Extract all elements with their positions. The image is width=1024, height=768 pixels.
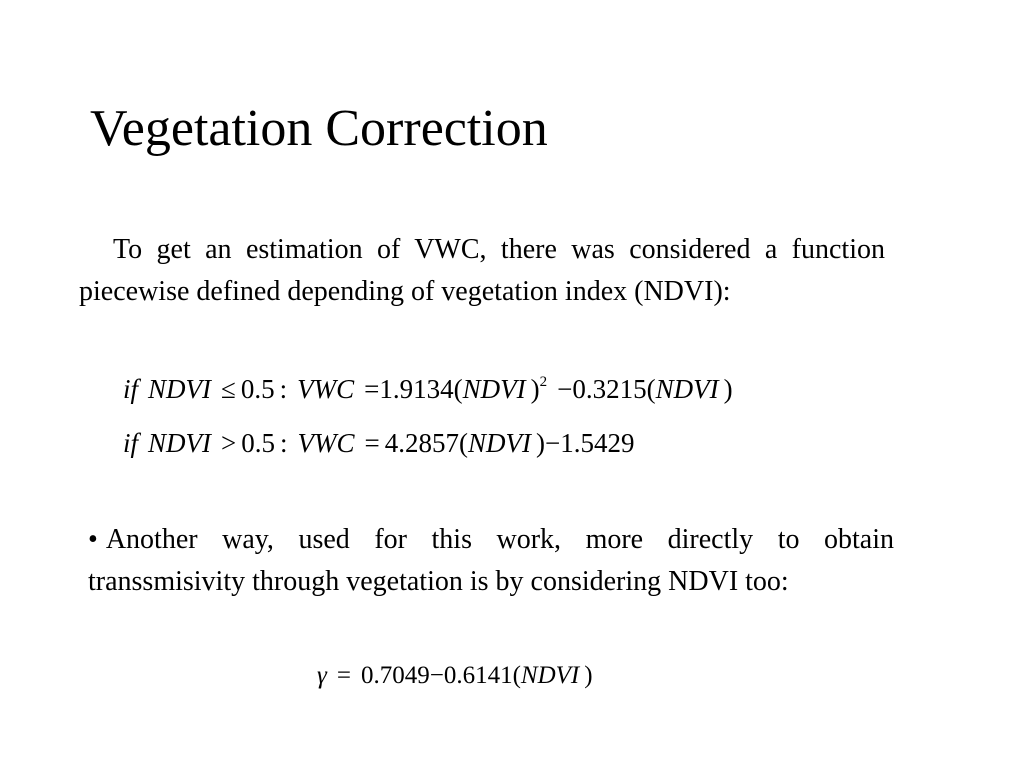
eq2-coef-a: 4.2857 xyxy=(384,428,459,458)
eq1-minus: − xyxy=(557,374,573,404)
eq2-vwc: VWC xyxy=(297,428,355,458)
eq3-constant: 0.7049 xyxy=(360,662,430,689)
eq1-colon: : xyxy=(279,374,288,404)
eq1-ndvi: NDVI xyxy=(148,374,212,404)
slide-title: Vegetation Correction xyxy=(90,100,548,157)
bullet-paragraph-text: Another way, used for this work, more directly to obtain transsmisivity through vegetation is by considering NDVI too: xyxy=(88,524,894,597)
eq1-operator: ≤ xyxy=(221,374,236,404)
bullet-paragraph xyxy=(88,519,894,603)
eq2-ndvi: NDVI xyxy=(148,428,212,458)
eq1-if: if xyxy=(123,374,139,404)
eq1-lparen-2: ( xyxy=(646,374,656,404)
eq1-lparen-1: ( xyxy=(453,374,463,404)
eq3-rparen: ) xyxy=(584,662,593,689)
eq3-gamma: γ xyxy=(317,662,327,689)
equation-vwc-high-ndvi xyxy=(123,426,634,460)
eq2-equals: = xyxy=(364,428,380,458)
eq1-rparen-1: ) xyxy=(530,374,540,404)
eq2-operator: > xyxy=(221,428,237,458)
eq2-colon: : xyxy=(280,428,288,458)
eq3-lparen: ( xyxy=(512,662,521,689)
eq2-constant: 1.5429 xyxy=(560,428,635,458)
equation-transmissivity xyxy=(317,659,593,693)
eq1-ndvi-b: NDVI xyxy=(655,374,719,404)
eq3-minus: − xyxy=(429,662,444,689)
eq2-ndvi-a: NDVI xyxy=(468,428,531,458)
eq1-vwc: VWC xyxy=(297,374,355,404)
eq1-rparen-2: ) xyxy=(723,374,733,404)
eq2-lparen: ( xyxy=(459,428,468,458)
eq3-equals: = xyxy=(336,662,351,689)
eq1-ndvi-a: NDVI xyxy=(462,374,526,404)
eq1-coef-b: 0.3215 xyxy=(572,374,647,404)
eq1-equals: = xyxy=(364,374,380,404)
eq2-rparen: ) xyxy=(536,428,545,458)
eq2-if: if xyxy=(123,428,139,458)
eq1-power: 2 xyxy=(539,374,548,390)
eq3-coef: 0.6141 xyxy=(443,662,513,689)
eq2-threshold: 0.5 xyxy=(241,428,275,458)
eq3-ndvi: NDVI xyxy=(520,662,580,689)
eq1-coef-a: 1.9134 xyxy=(379,374,454,404)
equation-vwc-low-ndvi xyxy=(123,372,733,406)
intro-paragraph-text: To get an estimation of VWC, there was considered a function piecewise defined depending of vegetation index (NDVI): xyxy=(79,234,885,307)
intro-paragraph xyxy=(79,229,885,313)
eq1-threshold: 0.5 xyxy=(240,374,275,404)
eq2-minus: − xyxy=(545,428,561,458)
bullet-marker: • xyxy=(88,524,98,555)
